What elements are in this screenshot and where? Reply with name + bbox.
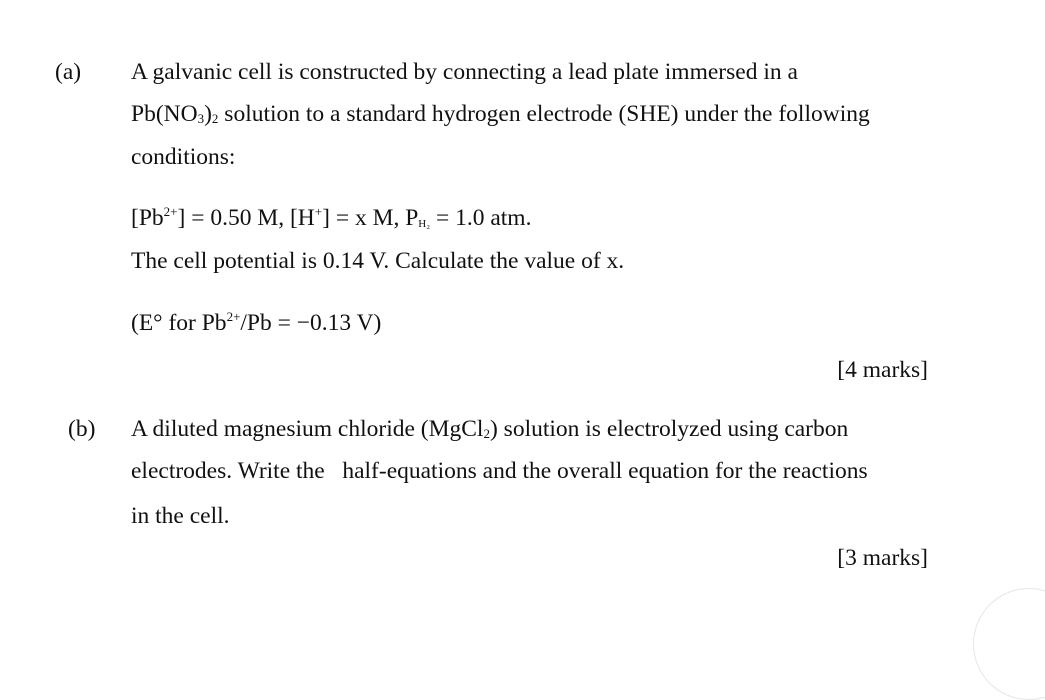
condition-text: ] = x M, P <box>322 205 419 231</box>
charge-superscript: 2+ <box>226 309 241 324</box>
question-b-line-3: in the cell. <box>131 503 230 529</box>
condition-text: = 1.0 atm. <box>430 205 532 231</box>
question-b-line-2: electrodes. Write the half-equations and the overall equation for the reactions <box>131 458 868 484</box>
potential-text: (E° for Pb <box>131 310 227 336</box>
formula-subscript: 3 <box>197 111 205 126</box>
line-text: solution to a standard hydrogen electrode (SHE) under the following <box>218 101 870 127</box>
formula-subscript: 2 <box>211 111 219 126</box>
question-b-marks: [3 marks] <box>837 545 928 571</box>
condition-text: [Pb <box>131 205 164 231</box>
formula-text: Pb(NO <box>131 101 198 127</box>
question-b-line-1 <box>131 418 848 442</box>
potential-text: /Pb = −0.13 V) <box>240 310 382 336</box>
cell-potential-line: The cell potential is 0.14 V. Calculate the value of x. <box>131 248 625 274</box>
page-edge-decoration <box>973 588 1045 700</box>
question-a-line-2 <box>131 103 870 127</box>
formula-text: ) <box>204 101 212 127</box>
question-a-label: (a) <box>55 59 82 85</box>
pressure-subscript: H₂ <box>418 218 431 230</box>
standard-potential-line <box>131 309 382 336</box>
charge-superscript: 2+ <box>163 204 178 219</box>
conditions-line <box>131 204 532 231</box>
question-a-line-3: conditions: <box>131 144 236 170</box>
line-text: ) solution is electrolyzed using carbon <box>489 416 849 442</box>
line-text: A diluted magnesium chloride (MgCl <box>131 416 484 442</box>
question-b-label: (b) <box>68 416 96 442</box>
question-a-marks: [4 marks] <box>837 357 928 383</box>
formula-subscript: 2 <box>483 426 490 441</box>
condition-text: ] = 0.50 M, [H <box>177 205 315 231</box>
question-a-line-1: A galvanic cell is constructed by connecting a lead plate immersed in a <box>131 59 798 85</box>
charge-superscript: + <box>314 204 323 219</box>
